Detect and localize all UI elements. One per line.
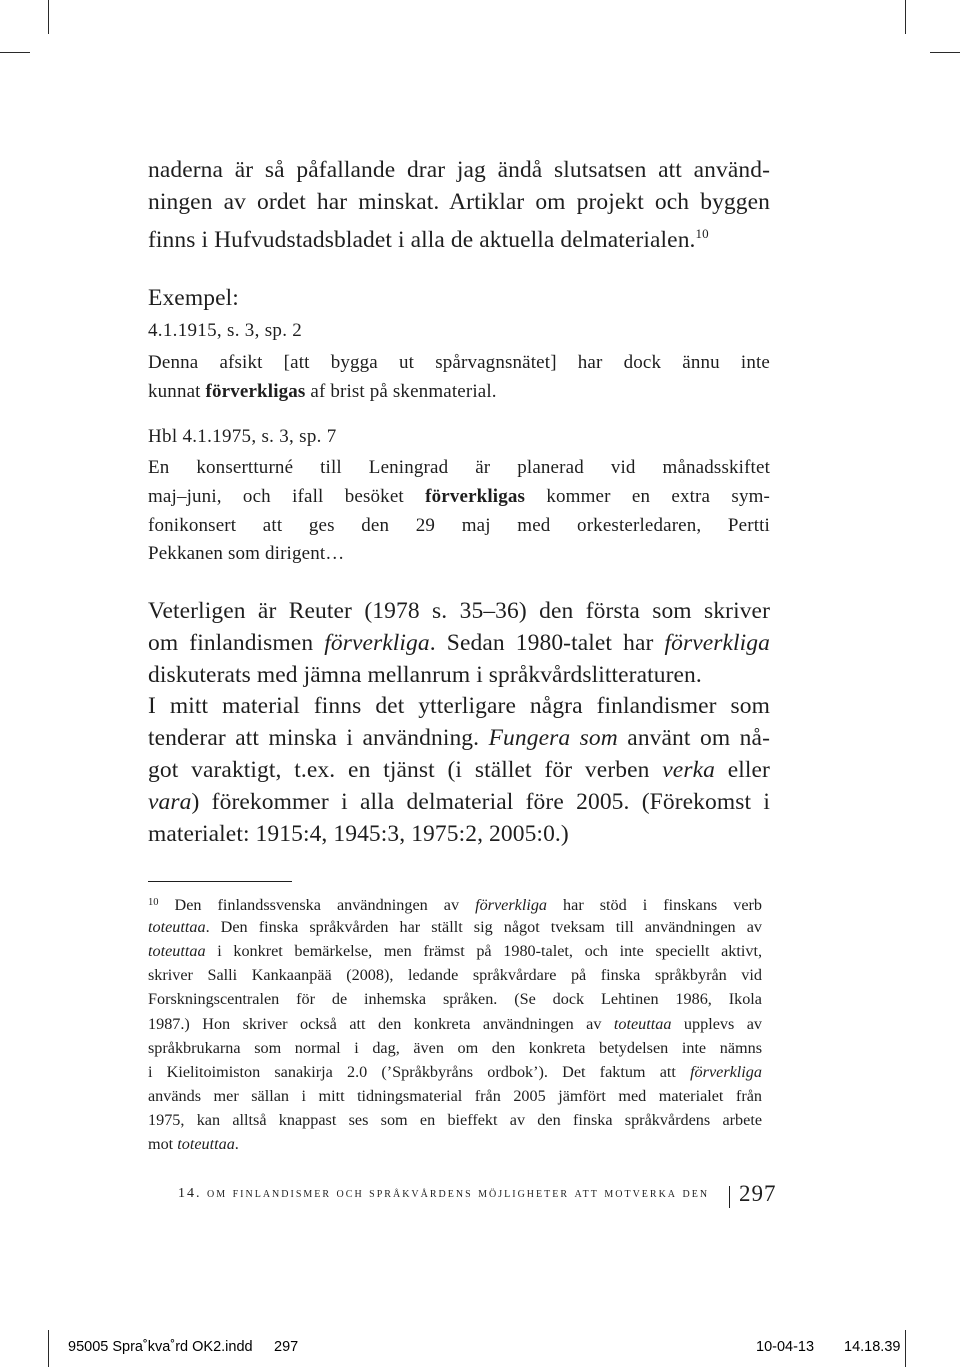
crop-mark-left-upper [0, 52, 30, 53]
example-heading: Exempel: [148, 285, 239, 311]
body-paragraph-3-line-1: I mitt material finns det ytterligare några finlandismer som [148, 693, 770, 719]
crop-mark-right-upper [930, 52, 960, 53]
footnote-line-2: toteuttaa. Den finska språkvården har ställt sig något tveksam till användningen av [148, 918, 762, 936]
example-1-line-1: Denna afsikt [att bygga ut spårvagnsnätet] har dock ännu inte [148, 352, 770, 373]
body-paragraph-3-line-5: materialet: 1915:4, 1945:3, 1975:2, 2005:0.) [148, 821, 569, 847]
footnote-line-9: används mer sällan i mitt tidningsmaterial från 2005 jämfört med materialet från [148, 1087, 762, 1105]
footnote-line-3: toteuttaa i konkret bemärkelse, men främst på 1980-talet, och inte speciellt aktivt, [148, 942, 762, 960]
footnote-line-8: i Kielitoimiston sanakirja 2.0 (’Språkbyråns ordbok’). Det faktum att förverkliga [148, 1063, 762, 1081]
crop-mark-bottom-right [905, 1330, 906, 1367]
footnote-line-5: Forskningscentralen för de inhemska språken. (Se dock Lehtinen 1986, Ikola [148, 990, 762, 1008]
slug-page: 297 [274, 1339, 299, 1355]
footnote-rule [148, 881, 292, 882]
footnote-line-10: 1975, kan alltså knappast ses som en bieffekt av den finska språkvårdens arbete [148, 1111, 762, 1129]
footnote-line-7: språkbrukarna som normal i dag, även om den konkreta betydelsen inte nämns [148, 1039, 762, 1057]
footnote-line-6: 1987.) Hon skriver också att den konkreta användningen av toteuttaa upplevs av [148, 1015, 763, 1033]
page-number: 297 [739, 1181, 777, 1206]
footnote-number: 10 [148, 897, 159, 908]
body-paragraph-3-line-3: got varaktigt, t.ex. en tjänst (i stället för verben verka eller [148, 757, 770, 783]
body-paragraph-2-line-1: Veterligen är Reuter (1978 s. 35–36) den första som skriver [148, 598, 770, 624]
body-paragraph-3-line-2: tenderar att minska i användning. Fungera som använt om nå- [148, 725, 770, 751]
example-2-line-1: En konsertturné till Leningrad är planerad vid månadsskiftet [148, 457, 770, 478]
example-2-line-4: Pekkanen som dirigent… [148, 543, 345, 564]
slug-filename: 95005 Spra˚kva˚rd OK2.indd [68, 1339, 253, 1355]
example-2-line-2: maj–juni, och ifall besöket förverkligas kommer en extra sym- [148, 486, 770, 507]
running-head: 14. om finlandismer och språkvårdens möjligheter att motverka den [178, 1186, 710, 1201]
footnote-reference: 10 [695, 226, 709, 241]
body-paragraph-1-line-2: ningen av ordet har minskat. Artiklar om projekt och byggen [148, 189, 770, 215]
body-paragraph-1-line-3: finns i Hufvudstadsbladet i alla de aktuella delmaterialen.$^{10}$ [148, 226, 709, 253]
body-paragraph-1-line-1: naderna är så påfallande drar jag ändå slutsatsen att använd- [148, 157, 770, 183]
example-1-source: 4.1.1915, s. 3, sp. 2 [148, 320, 303, 341]
running-head-divider [729, 1186, 730, 1208]
footnote-line-11: mot toteuttaa. [148, 1135, 239, 1153]
crop-mark-top-right [905, 0, 906, 34]
footnote-line-1: $^{10}$ Den finlandssvenska användningen av förverkliga har stöd i finskans verb [148, 896, 762, 914]
crop-mark-bottom-left [48, 1330, 49, 1367]
example-2-source: Hbl 4.1.1975, s. 3, sp. 7 [148, 426, 337, 447]
example-2-line-3: fonikonsert att ges den 29 maj med orkesterledaren, Pertti [148, 515, 770, 536]
highlighted-word: förverkligas [205, 381, 306, 402]
example-1-line-2: kunnat förverkligas af brist på skenmaterial. [148, 381, 497, 402]
crop-mark-top-left [48, 0, 49, 34]
slug-time: 14.18.39 [844, 1339, 901, 1355]
body-paragraph-2-line-3: diskuterats med jämna mellanrum i språkvårdslitteraturen. [148, 662, 702, 688]
footnote-line-4: skriver Salli Kankaanpää (2008), ledande språkvårdare på finska språkbyrån vid [148, 966, 762, 984]
body-paragraph-3-line-4: vara) förekommer i alla delmaterial före 2005. (Förekomst i [148, 789, 770, 815]
highlighted-word: förverkligas [425, 486, 526, 507]
body-paragraph-2-line-2: om finlandismen förverkliga. Sedan 1980-talet har förverkliga [148, 630, 770, 656]
slug-date: 10-04-13 [756, 1339, 815, 1355]
